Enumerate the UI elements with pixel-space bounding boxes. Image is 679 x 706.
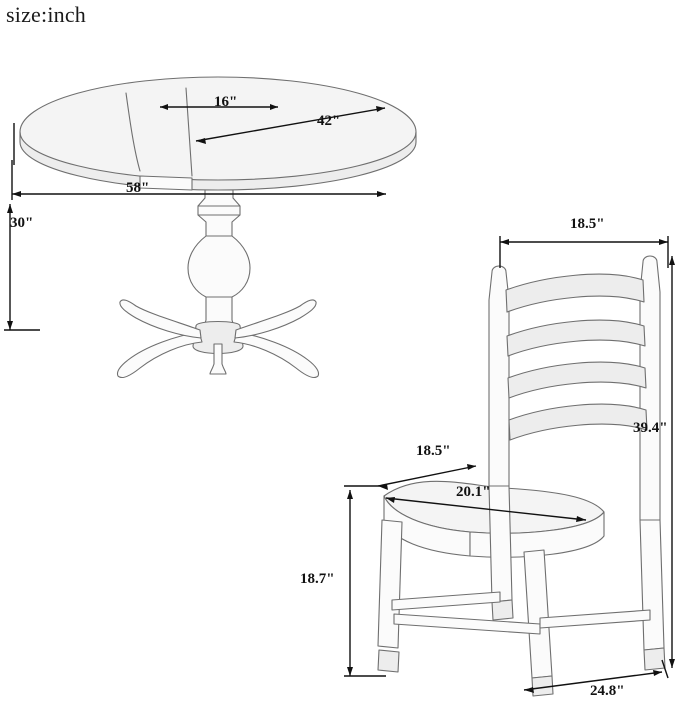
table-leg-right-back — [235, 300, 316, 338]
dim-chair-seat-height-arrow-bottom — [347, 667, 353, 676]
chair-foot-front-left — [378, 650, 399, 672]
chair-slat-3 — [509, 404, 647, 440]
chair-leg-back-left — [489, 486, 512, 602]
dim-chair-base-depth-arrow-left — [524, 687, 534, 693]
dim-table-height-arrow-bottom — [7, 321, 13, 330]
chair-slat-1 — [507, 320, 645, 356]
dim-label-chair-height: 39.4" — [633, 420, 668, 436]
unit-label: size:inch — [6, 2, 86, 27]
chair-leg-back-right — [640, 520, 664, 650]
table-leg-left-back — [120, 300, 201, 338]
dining-table-drawing — [20, 77, 416, 378]
dim-chair-seat-depth-arrow-left — [378, 484, 388, 490]
dim-label-table-height: 30" — [10, 215, 34, 231]
table-leg-left-front — [117, 332, 202, 378]
dim-label-table-leaf-width: 16" — [214, 94, 238, 110]
chair-leg-front-left — [378, 520, 402, 648]
dim-label-table-depth: 42" — [317, 113, 341, 129]
dim-chair-back-width-arrow-right — [659, 239, 668, 245]
dim-table-length-arrow-left — [12, 191, 21, 197]
chair-foot-back-left — [492, 600, 513, 620]
dim-chair-height-arrow-bottom — [669, 659, 675, 668]
dim-label-table-length: 58" — [126, 180, 150, 196]
dim-chair-back-width-arrow-left — [500, 239, 509, 245]
dim-chair-seat-depth-arrow-right — [467, 464, 476, 470]
dim-label-chair-back-width: 18.5" — [570, 216, 605, 232]
chair-foot-back-right — [644, 648, 665, 670]
dining-chair-drawing — [378, 256, 665, 696]
chair-stretcher-left — [392, 592, 500, 610]
dim-table-length-arrow-right — [377, 191, 386, 197]
dim-label-chair-seat-width: 20.1" — [456, 484, 491, 500]
dim-chair-seat-height-arrow-top — [347, 490, 353, 499]
dim-label-chair-seat-height: 18.7" — [300, 571, 335, 587]
dim-label-chair-seat-depth: 18.5" — [416, 443, 451, 459]
table-leg-right-front — [234, 332, 319, 378]
dim-chair-base-depth-arrow-right — [653, 670, 662, 676]
dim-label-chair-base-depth: 24.8" — [590, 683, 625, 699]
table-pedestal — [188, 190, 250, 330]
chair-leg-front-right — [524, 550, 552, 678]
chair-stretcher-right — [540, 610, 650, 628]
chair-top-rail — [506, 274, 644, 312]
chair-stretcher-front — [394, 614, 540, 634]
chair-slat-2 — [508, 362, 646, 398]
dim-chair-height-arrow-top — [669, 256, 675, 265]
dim-table-height-arrow-top — [7, 204, 13, 213]
